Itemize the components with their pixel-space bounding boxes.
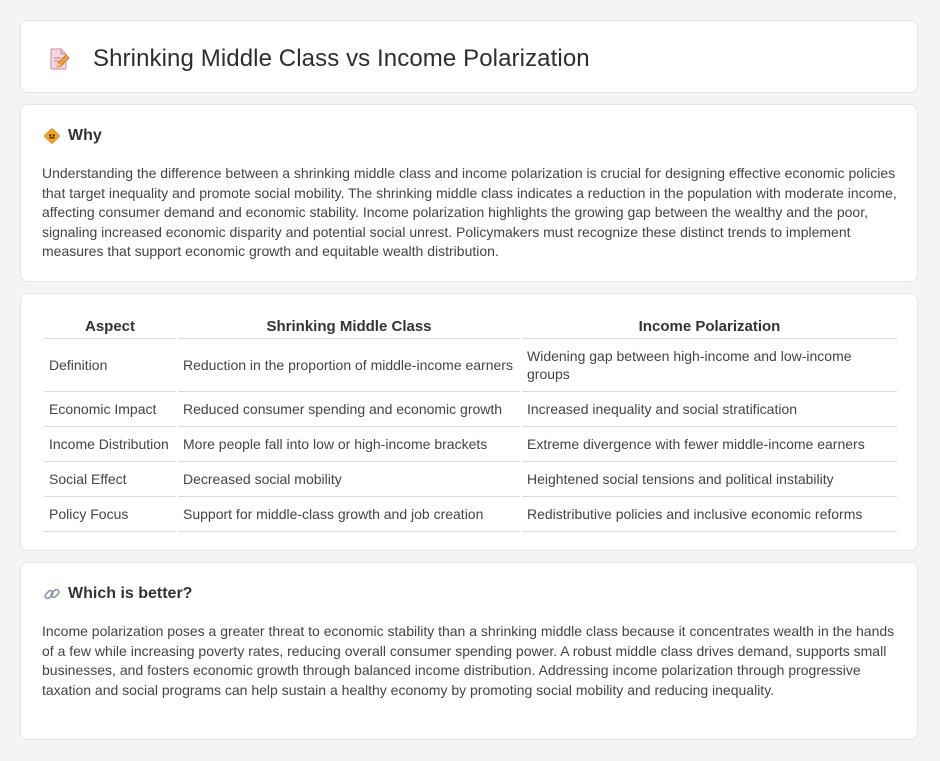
row-shrinking-middle-class: Support for middle-class growth and job creation bbox=[178, 497, 520, 532]
row-aspect: Definition bbox=[44, 339, 176, 392]
which-is-better-section bbox=[20, 562, 918, 740]
document-edit-icon bbox=[47, 47, 71, 71]
row-aspect: Social Effect bbox=[44, 462, 176, 497]
page-title: Shrinking Middle Class vs Income Polarization bbox=[93, 45, 590, 72]
row-shrinking-middle-class: Reduction in the proportion of middle-income earners bbox=[178, 339, 520, 392]
title-row bbox=[47, 45, 590, 73]
row-aspect: Economic Impact bbox=[44, 392, 176, 427]
better-text: Income polarization poses a greater threat to economic stability than a shrinking middle class because it concentrates wealth in the hands of a few while increasing poverty rates, reducing overall consumer spending power. A robust middle class drives demand, supports small businesses, and fosters economic growth through balanced income distribution. Addressing income polarization through progressive taxation and social programs can help sustain a healthy economy by promoting social mobility and reducing inequality. bbox=[42, 623, 895, 698]
row-income-polarization: Widening gap between high-income and low-income groups bbox=[522, 339, 897, 392]
row-aspect: Policy Focus bbox=[44, 497, 176, 532]
row-aspect: Income Distribution bbox=[44, 427, 176, 462]
table-row bbox=[44, 427, 897, 462]
table-row bbox=[44, 462, 897, 497]
comparison-section bbox=[20, 293, 918, 551]
row-income-polarization: Extreme divergence with fewer middle-income earners bbox=[522, 427, 897, 462]
why-text: Understanding the difference between a shrinking middle class and income polarization is crucial for designing effective economic policies that target inequality and promote social mobility. The shrinking middle class indicates a reduction in the population with moderate income, affecting consumer demand and economic stability. Income polarization highlights the growing gap between the wealthy and the poor, signaling increased economic disparity and potential social unrest. Policymakers must recognize these distinct trends to implement measures that support economic growth and equitable wealth distribution. bbox=[42, 165, 897, 259]
header-shrinking-middle-class: Shrinking Middle Class bbox=[178, 316, 520, 339]
header-aspect: Aspect bbox=[44, 316, 176, 339]
row-income-polarization: Redistributive policies and inclusive economic reforms bbox=[522, 497, 897, 532]
comparison-table bbox=[42, 316, 899, 532]
better-title: Which is better? bbox=[68, 585, 193, 602]
better-heading bbox=[43, 585, 192, 603]
table-row bbox=[44, 339, 897, 392]
header-card bbox=[20, 20, 918, 93]
row-shrinking-middle-class: Decreased social mobility bbox=[178, 462, 520, 497]
table-row bbox=[44, 497, 897, 532]
header-income-polarization: Income Polarization bbox=[522, 316, 897, 339]
row-income-polarization: Increased inequality and social stratification bbox=[522, 392, 897, 427]
row-shrinking-middle-class: More people fall into low or high-income brackets bbox=[178, 427, 520, 462]
table-row bbox=[44, 392, 897, 427]
diamond-sign-icon bbox=[43, 127, 61, 145]
why-heading bbox=[43, 127, 102, 145]
why-section bbox=[20, 104, 918, 282]
why-title: Why bbox=[68, 127, 102, 144]
link-icon bbox=[43, 585, 61, 603]
row-income-polarization: Heightened social tensions and political instability bbox=[522, 462, 897, 497]
table-header-row bbox=[44, 316, 897, 339]
row-shrinking-middle-class: Reduced consumer spending and economic growth bbox=[178, 392, 520, 427]
